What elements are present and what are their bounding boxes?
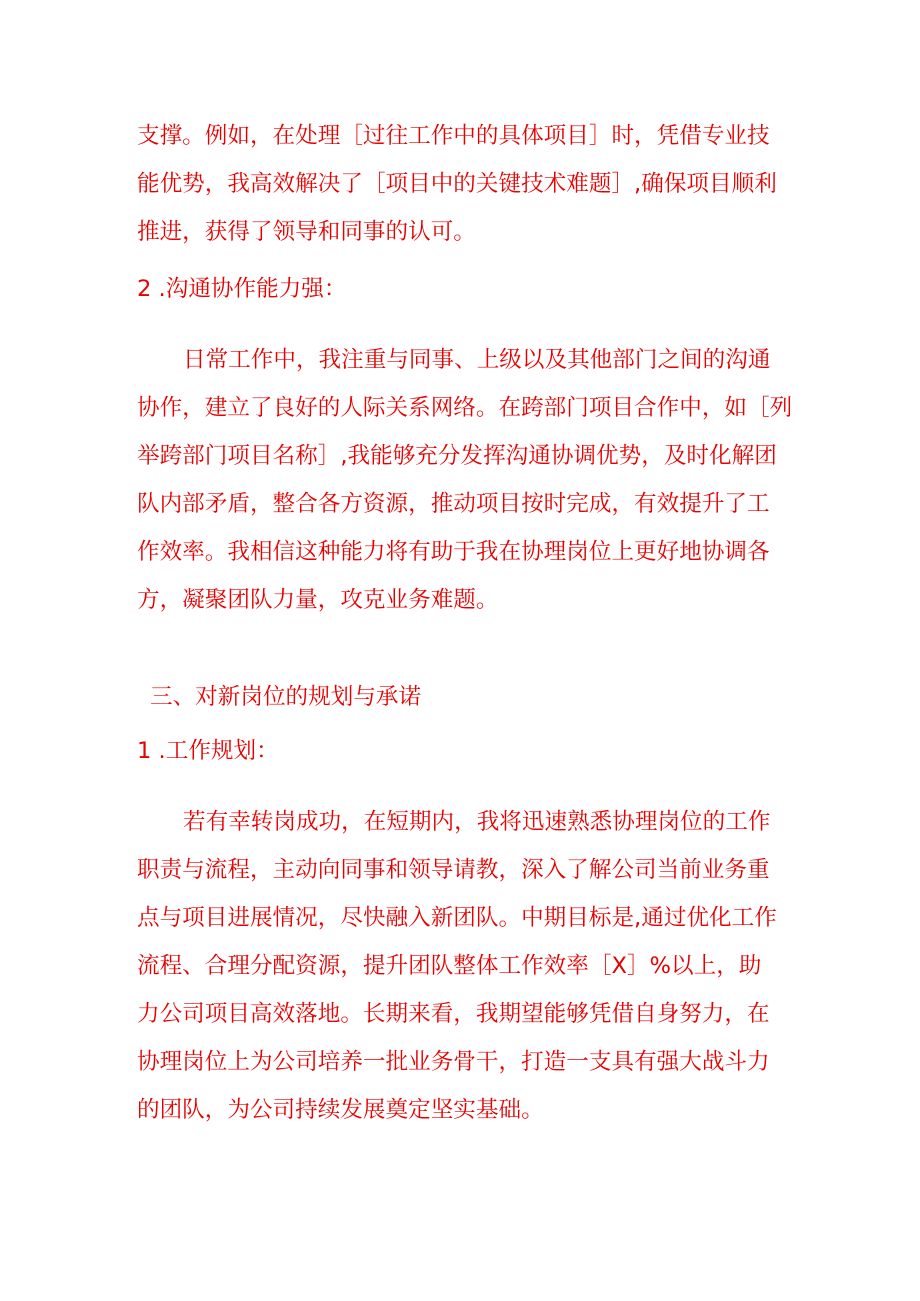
heading-text: 2 .沟通协作能力强： (137, 276, 347, 302)
paragraph-work-plan (137, 798, 793, 1134)
text-line: 职责与流程，主动向同事和领导请教，深入了解公司当前业务重 (137, 857, 770, 883)
text-line: 能优势，我高效解决了［项目中的关键技术难题］,确保项目顺利 (137, 171, 777, 197)
text-line: 方，凝聚团队力量，攻克业务难题。 (137, 587, 499, 613)
text-line: 支撑。例如，在处理［过往工作中的具体项目］时，凭借专业技 (137, 123, 770, 149)
text-line: 推进，获得了领导和同事的认可。 (137, 219, 476, 245)
text-line: 日常工作中，我注重与同事、上级以及其他部门之间的沟通 (183, 347, 771, 373)
text-line: 协理岗位上为公司培养一批业务骨干，打造一支具有强大战斗力 (137, 1049, 770, 1075)
text-line: 点与项目进展情况，尽快融入新团队。中期目标是,通过优化工作 (137, 905, 777, 931)
text-line: 流程、合理分配资源，提升团队整体工作效率［X］%以上，助 (137, 953, 762, 979)
text-line: 协作，建立了良好的人际关系网络。在跨部门项目合作中，如［列 (137, 395, 793, 421)
text-line: 举跨部门项目名称］,我能够充分发挥沟通协调优势，及时化解团 (137, 443, 777, 469)
paragraph-professional-skills (137, 112, 793, 256)
heading-text: 1 .工作规划： (137, 738, 279, 764)
text-line: 队内部矛盾，整合各方资源，推动项目按时完成，有效提升了工 (137, 491, 770, 517)
heading-work-plan (137, 727, 793, 775)
paragraph-communication (137, 336, 793, 624)
heading-communication-skills (137, 265, 793, 313)
section-three-title (150, 673, 806, 721)
text-line: 力公司项目高效落地。长期来看，我期望能够凭借自身努力，在 (137, 1001, 770, 1027)
text-line: 作效率。我相信这种能力将有助于我在协理岗位上更好地协调各 (137, 539, 770, 565)
text-line: 若有幸转岗成功，在短期内，我将迅速熟悉协理岗位的工作 (183, 809, 771, 835)
section-title-text: 三、对新岗位的规划与承诺 (150, 684, 422, 710)
text-line: 的团队，为公司持续发展奠定坚实基础。 (137, 1097, 544, 1123)
